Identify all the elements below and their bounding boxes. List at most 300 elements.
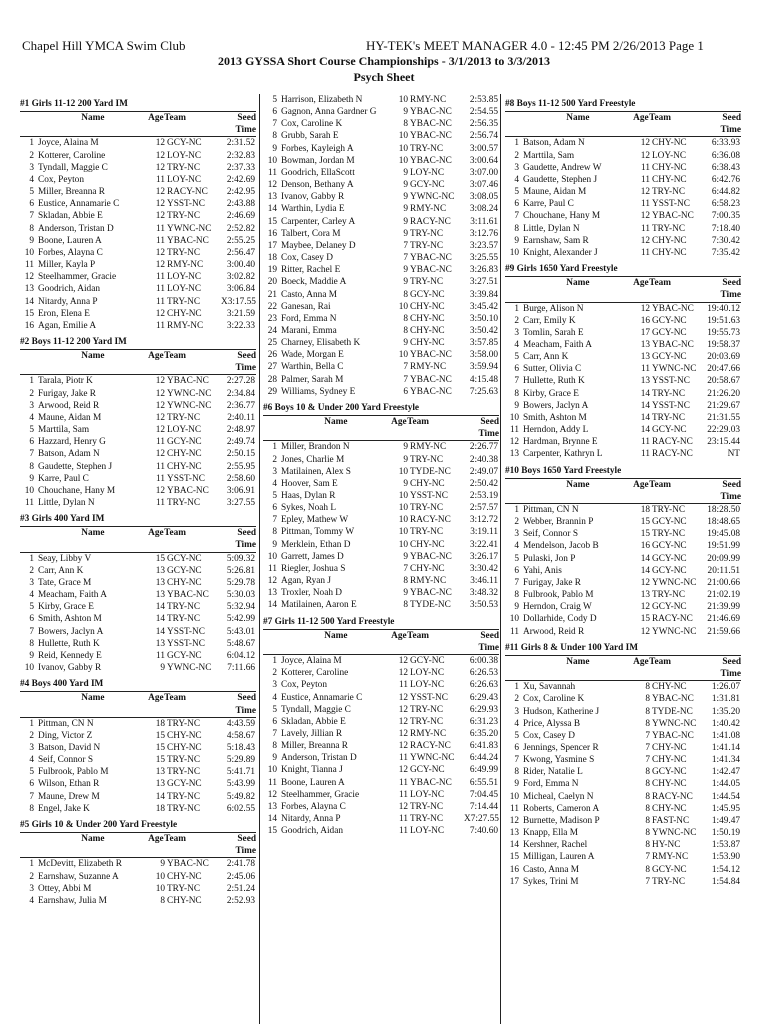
seed-time: 2:56.35 bbox=[469, 119, 498, 130]
table-row bbox=[505, 589, 741, 601]
place: 5 bbox=[514, 187, 519, 198]
table-row bbox=[263, 349, 499, 361]
team: YSST-NC bbox=[410, 491, 448, 501]
swimmer-name: Goodrich, Aidan bbox=[281, 826, 343, 837]
table-row bbox=[505, 730, 741, 742]
place: 9 bbox=[514, 400, 519, 411]
seed-time: 21:00.66 bbox=[707, 577, 740, 588]
swimmer-name: Earnshaw, Julia M bbox=[38, 895, 107, 906]
swimmer-name: Joyce, Alaina M bbox=[38, 138, 99, 149]
seed-time: 3:57.85 bbox=[469, 338, 498, 349]
swimmer-name: Knight, Tianna J bbox=[281, 765, 343, 776]
seed-time: 3:08.24 bbox=[469, 204, 498, 215]
team: YBAC-NC bbox=[410, 107, 452, 118]
age: 11 bbox=[641, 162, 650, 173]
header-name: Name bbox=[81, 528, 105, 539]
swimmer-name: Miller, Brandon N bbox=[281, 442, 350, 453]
age: 8 bbox=[645, 828, 650, 839]
team: YBAC-NC bbox=[410, 131, 452, 142]
age: 11 bbox=[156, 296, 165, 307]
age: 15 bbox=[155, 553, 165, 564]
age: 14 bbox=[640, 412, 650, 423]
team: RACY-NC bbox=[652, 437, 693, 448]
header-seed: Seed Time bbox=[235, 351, 256, 374]
swimmer-name: Pittman, Tommy W bbox=[281, 527, 355, 538]
swimmer-name: Earnshaw, Suzanne A bbox=[38, 871, 119, 882]
team: TRY-NC bbox=[167, 211, 201, 222]
age: 9 bbox=[403, 442, 408, 453]
age: 9 bbox=[403, 454, 408, 465]
age: 10 bbox=[398, 301, 408, 312]
header-team: Team bbox=[164, 528, 186, 539]
table-row bbox=[20, 320, 256, 332]
team: CHY-NC bbox=[410, 338, 445, 349]
team: TRY-NC bbox=[167, 412, 201, 423]
swimmer-name: Cox, Caroline K bbox=[523, 694, 585, 705]
team: LOY-NC bbox=[167, 174, 202, 185]
swimmer-name: Hazzard, Henry G bbox=[38, 437, 106, 448]
seed-time: 7:04.45 bbox=[469, 789, 498, 800]
swimmer-name: Riegler, Joshua S bbox=[281, 563, 346, 574]
team: YBAC-NC bbox=[652, 730, 694, 741]
age: 7 bbox=[645, 730, 650, 741]
seed-time: 1:26.07 bbox=[711, 682, 740, 693]
place: 29 bbox=[267, 386, 277, 397]
seed-time: 6:44.24 bbox=[469, 753, 498, 764]
place: 5 bbox=[29, 187, 34, 198]
swimmer-name: Garrett, James D bbox=[281, 551, 344, 562]
age: 14 bbox=[155, 614, 165, 625]
table-row bbox=[505, 137, 741, 149]
event-title: #2 Boys 11-12 200 Yard IM bbox=[20, 336, 127, 347]
seed-time: 3:59.94 bbox=[469, 362, 498, 373]
table-row bbox=[263, 130, 499, 142]
swimmer-name: Tyndall, Maggie C bbox=[281, 704, 351, 715]
header-team: Team bbox=[164, 834, 186, 845]
age: 10 bbox=[155, 883, 165, 894]
swimmer-name: Milligan, Lauren A bbox=[523, 852, 595, 863]
swimmer-name: Agan, Emilie A bbox=[38, 320, 97, 331]
swimmer-name: Cox, Peyton bbox=[38, 174, 84, 185]
place: 12 bbox=[509, 437, 519, 448]
place: 7 bbox=[514, 211, 519, 222]
place: 11 bbox=[268, 777, 277, 788]
place: 2 bbox=[29, 871, 34, 882]
age: 9 bbox=[403, 192, 408, 203]
place: 2 bbox=[29, 565, 34, 576]
table-header bbox=[505, 478, 741, 504]
table-row bbox=[505, 363, 741, 375]
seed-time: 3:58.00 bbox=[469, 350, 498, 361]
age: 10 bbox=[398, 95, 408, 105]
team: CHY-NC bbox=[652, 162, 687, 173]
header-seed: Seed Time bbox=[235, 693, 256, 716]
place: 10 bbox=[509, 614, 519, 625]
place: 12 bbox=[267, 576, 277, 587]
place: 9 bbox=[272, 539, 277, 550]
swimmer-name: Palmer, Sarah M bbox=[281, 374, 344, 385]
age: 10 bbox=[398, 131, 408, 142]
place: 14 bbox=[24, 296, 34, 307]
header-seed: Seed Time bbox=[235, 528, 256, 551]
place: 4 bbox=[514, 174, 519, 185]
sheet-title: Psych Sheet bbox=[353, 70, 415, 84]
place: 12 bbox=[509, 815, 519, 826]
event-title: #10 Boys 1650 Yard Freestyle bbox=[505, 465, 622, 476]
swimmer-name: Tomlin, Sarah E bbox=[523, 327, 584, 338]
table-row bbox=[505, 778, 741, 790]
swimmer-name: Little, Dylan N bbox=[38, 498, 95, 508]
table-row bbox=[505, 718, 741, 730]
place: 2 bbox=[29, 388, 34, 399]
swimmer-name: Matilainen, Alex S bbox=[281, 466, 351, 477]
team: GCY-NC bbox=[167, 553, 202, 564]
swimmer-name: Sykes, Noah L bbox=[281, 503, 337, 514]
age: 11 bbox=[399, 680, 408, 691]
team: YBAC-NC bbox=[410, 265, 452, 276]
place: 2 bbox=[514, 517, 519, 528]
table-row bbox=[505, 742, 741, 754]
seed-time: 6:38.43 bbox=[711, 162, 740, 173]
table-row bbox=[263, 313, 499, 325]
event-section bbox=[20, 815, 256, 907]
age: 14 bbox=[640, 425, 650, 436]
swimmer-name: Gaudette, Andrew W bbox=[523, 162, 602, 173]
seed-time: 1:54.12 bbox=[711, 864, 740, 875]
seed-time: 19:40.12 bbox=[707, 303, 740, 314]
swimmer-name: Burge, Alison N bbox=[523, 303, 584, 314]
seed-time: 5:48.67 bbox=[226, 638, 255, 649]
table-row bbox=[20, 283, 256, 295]
seed-time: 2:58.60 bbox=[226, 473, 255, 484]
event-title: #6 Boys 10 & Under 200 Yard Freestyle bbox=[263, 402, 420, 413]
place: 6 bbox=[514, 742, 519, 753]
team: TRY-NC bbox=[167, 883, 201, 894]
age: 9 bbox=[403, 338, 408, 349]
team: YSST-NC bbox=[167, 638, 205, 649]
age: 13 bbox=[155, 767, 165, 778]
seed-time: 2:49.74 bbox=[226, 437, 255, 448]
age: 7 bbox=[403, 563, 408, 574]
age: 12 bbox=[155, 138, 165, 149]
team: YSST-NC bbox=[167, 473, 205, 484]
age: 12 bbox=[155, 400, 165, 411]
table-row bbox=[20, 186, 256, 198]
table-row bbox=[20, 754, 256, 766]
swimmer-name: Epley, Mathew W bbox=[281, 515, 349, 526]
seed-time: 6:29.93 bbox=[469, 704, 498, 715]
team: GCY-NC bbox=[410, 656, 445, 667]
age: 11 bbox=[399, 777, 408, 788]
age: 15 bbox=[155, 730, 165, 741]
swimmer-name: Carr, Ann K bbox=[523, 352, 569, 363]
seed-time: 2:43.88 bbox=[226, 199, 255, 210]
header-name: Name bbox=[324, 417, 348, 428]
place: 3 bbox=[514, 529, 519, 540]
table-row bbox=[263, 563, 499, 575]
swimmer-name: Skladan, Abbie E bbox=[281, 716, 346, 727]
seed-time: 3:00.64 bbox=[469, 155, 498, 166]
seed-time: 2:48.97 bbox=[226, 425, 255, 436]
table-row bbox=[20, 210, 256, 222]
age: 9 bbox=[403, 588, 408, 599]
seed-time: 4:58.67 bbox=[226, 730, 255, 741]
place: 1 bbox=[29, 376, 34, 387]
swimmer-name: Ding, Victor Z bbox=[38, 730, 93, 741]
team: LOY-NC bbox=[410, 680, 445, 691]
table-row bbox=[263, 325, 499, 337]
header-seed: Seed Time bbox=[235, 834, 256, 857]
team: YBAC-NC bbox=[410, 350, 452, 361]
table-row bbox=[20, 613, 256, 625]
place: 10 bbox=[509, 412, 519, 423]
team: RMY-NC bbox=[410, 442, 447, 453]
table-row bbox=[263, 94, 499, 106]
table-row bbox=[263, 599, 499, 611]
seed-time: 2:34.84 bbox=[226, 388, 255, 399]
team: YBAC-NC bbox=[410, 386, 452, 397]
table-row bbox=[505, 681, 741, 693]
age: 11 bbox=[156, 284, 165, 295]
place: 13 bbox=[267, 801, 277, 812]
event-section bbox=[263, 612, 499, 838]
table-row bbox=[20, 577, 256, 589]
age: 7 bbox=[645, 876, 650, 887]
team: TRY-NC bbox=[167, 247, 201, 258]
swimmer-name: Williams, Sydney E bbox=[281, 386, 356, 397]
table-row bbox=[20, 436, 256, 448]
place: 6 bbox=[514, 199, 519, 210]
place: 10 bbox=[509, 791, 519, 802]
age: 12 bbox=[398, 765, 408, 776]
header-age: Age bbox=[148, 834, 164, 845]
table-row bbox=[505, 864, 741, 876]
team: YWNC-NC bbox=[167, 400, 212, 411]
age: 8 bbox=[645, 718, 650, 729]
table-row bbox=[505, 162, 741, 174]
swimmer-name: Marttila, Sam bbox=[523, 150, 575, 161]
seed-time: 3:11.61 bbox=[470, 216, 498, 227]
swimmer-name: Sutter, Olivia C bbox=[523, 364, 582, 375]
table-row bbox=[20, 565, 256, 577]
team: GCY-NC bbox=[652, 517, 687, 528]
seed-time: 6:02.55 bbox=[226, 803, 255, 814]
place: 7 bbox=[514, 376, 519, 387]
seed-time: 2:31.52 bbox=[226, 138, 255, 149]
swimmer-name: Warthin, Lydia E bbox=[281, 204, 345, 215]
team: GCY-NC bbox=[410, 289, 445, 300]
place: 9 bbox=[29, 235, 34, 246]
team: CHY-NC bbox=[652, 235, 687, 246]
place: 6 bbox=[29, 614, 34, 625]
swimmer-name: Ritter, Rachel E bbox=[281, 265, 341, 276]
team: YWNC-NC bbox=[652, 718, 697, 729]
swimmer-name: Maybee, Delaney D bbox=[281, 240, 356, 251]
header-seed: Seed Time bbox=[720, 656, 741, 680]
event-section bbox=[20, 674, 256, 815]
table-row bbox=[20, 388, 256, 400]
seed-time: 20:11.51 bbox=[707, 565, 740, 576]
age: 11 bbox=[399, 753, 408, 764]
age: 9 bbox=[403, 478, 408, 489]
place: 5 bbox=[29, 602, 34, 613]
swimmer-name: Charney, Elisabeth K bbox=[281, 338, 361, 349]
seed-time: 5:43.99 bbox=[226, 779, 255, 790]
table-row bbox=[20, 137, 256, 149]
team: GCY-NC bbox=[167, 650, 202, 661]
place: 8 bbox=[272, 131, 277, 142]
table-row bbox=[505, 400, 741, 412]
swimmer-name: Chouchane, Hany M bbox=[38, 485, 116, 496]
place: 2 bbox=[272, 454, 277, 465]
seed-time: 3:08.05 bbox=[469, 192, 498, 203]
team: TRY-NC bbox=[167, 498, 201, 508]
swimmer-name: Miller, Breanna R bbox=[38, 187, 106, 198]
table-header bbox=[505, 655, 741, 681]
swimmer-name: Tate, Grace M bbox=[38, 577, 92, 588]
swimmer-name: Bowers, Jaclyn A bbox=[523, 400, 589, 411]
table-row bbox=[263, 777, 499, 789]
place: 7 bbox=[514, 755, 519, 766]
place: 4 bbox=[29, 174, 34, 185]
team: YBAC-NC bbox=[410, 551, 452, 562]
age: 15 bbox=[640, 614, 650, 625]
table-row bbox=[263, 704, 499, 716]
place: 28 bbox=[267, 374, 277, 385]
age: 8 bbox=[403, 600, 408, 611]
swimmer-name: Eustice, Annamarie C bbox=[38, 199, 120, 210]
seed-time: 3:27.55 bbox=[226, 498, 255, 508]
age: 8 bbox=[645, 791, 650, 802]
team: CHY-NC bbox=[652, 247, 687, 258]
swimmer-name: Arwood, Reid R bbox=[523, 626, 585, 637]
table-row bbox=[20, 424, 256, 436]
place: 5 bbox=[272, 704, 277, 715]
header-place bbox=[263, 630, 281, 654]
column-2 bbox=[263, 94, 499, 837]
team: RACY-NC bbox=[410, 216, 451, 227]
team: CHY-NC bbox=[167, 742, 202, 753]
age: 8 bbox=[645, 682, 650, 693]
age: 9 bbox=[403, 204, 408, 215]
table-row bbox=[505, 223, 741, 235]
team: GCY-NC bbox=[652, 541, 687, 552]
swimmer-name: Miller, Kayla P bbox=[38, 260, 96, 271]
place: 3 bbox=[29, 400, 34, 411]
place: 2 bbox=[514, 694, 519, 705]
place: 5 bbox=[29, 767, 34, 778]
header-name: Name bbox=[81, 693, 105, 704]
swimmer-name: Boeck, Maddie A bbox=[281, 277, 347, 288]
seed-time: 3:30.42 bbox=[469, 563, 498, 574]
place: 10 bbox=[24, 663, 34, 674]
team: YBAC-NC bbox=[652, 211, 694, 222]
header-seed: Seed Time bbox=[720, 479, 741, 502]
place: 1 bbox=[29, 553, 34, 564]
seed-time: 3:12.76 bbox=[469, 228, 498, 239]
team: LOY-NC bbox=[167, 284, 202, 295]
seed-time: 2:46.69 bbox=[226, 211, 255, 222]
place: 8 bbox=[514, 388, 519, 399]
age: 11 bbox=[156, 272, 165, 283]
age: 10 bbox=[398, 539, 408, 550]
team: YWNC-NC bbox=[410, 192, 455, 203]
header-place bbox=[505, 656, 523, 680]
swimmer-name: Hardman, Brynne E bbox=[523, 437, 598, 448]
team: LOY-NC bbox=[167, 272, 202, 283]
event-section bbox=[505, 94, 741, 259]
team: TRY-NC bbox=[652, 505, 686, 515]
table-row bbox=[20, 803, 256, 815]
seed-time: 2:40.11 bbox=[227, 412, 255, 423]
table-row bbox=[263, 514, 499, 526]
place: 2 bbox=[514, 150, 519, 161]
team: YBAC-NC bbox=[652, 303, 694, 314]
header-seed: Seed Time bbox=[235, 113, 256, 136]
place: 4 bbox=[514, 718, 519, 729]
table-row bbox=[505, 791, 741, 803]
swimmer-name: Marttila, Sam bbox=[38, 425, 90, 436]
column-3 bbox=[505, 94, 741, 888]
place: 8 bbox=[29, 223, 34, 234]
seed-time: 1:31.81 bbox=[711, 694, 740, 705]
age: 13 bbox=[155, 565, 165, 576]
place: 3 bbox=[272, 680, 277, 691]
place: 11 bbox=[268, 167, 277, 178]
team: TRY-NC bbox=[167, 767, 201, 778]
team: RACY-NC bbox=[410, 515, 451, 526]
age: 16 bbox=[640, 315, 650, 326]
age: 12 bbox=[640, 235, 650, 246]
team: CHY-NC bbox=[167, 308, 202, 319]
age: 13 bbox=[640, 339, 650, 350]
age: 8 bbox=[403, 576, 408, 587]
table-row bbox=[263, 655, 499, 667]
age: 9 bbox=[160, 663, 165, 674]
swimmer-name: Maune, Drew M bbox=[38, 791, 100, 802]
age: 8 bbox=[403, 119, 408, 130]
table-row bbox=[505, 565, 741, 577]
place: 4 bbox=[272, 692, 277, 703]
team: LOY-NC bbox=[410, 826, 445, 837]
seed-time: 6:26.53 bbox=[469, 668, 498, 679]
seed-time: 21:39.99 bbox=[707, 602, 740, 613]
header-name: Name bbox=[324, 630, 348, 641]
table-row bbox=[20, 247, 256, 259]
table-row bbox=[505, 839, 741, 851]
seed-time: 5:09.32 bbox=[226, 553, 255, 564]
swimmer-name: Bowman, Jordan M bbox=[281, 155, 355, 166]
seed-time: 2:53.85 bbox=[469, 95, 498, 105]
seed-time: 6:04.12 bbox=[226, 650, 255, 661]
age: 12 bbox=[155, 211, 165, 222]
seed-time: 3:26.83 bbox=[469, 265, 498, 276]
team: TRY-NC bbox=[167, 718, 201, 729]
table-row bbox=[263, 252, 499, 264]
header-seed: Seed Time bbox=[478, 630, 499, 653]
table-row bbox=[20, 461, 256, 473]
table-header bbox=[20, 691, 256, 717]
table-row bbox=[505, 235, 741, 247]
table-row bbox=[263, 526, 499, 538]
swimmer-name: Batson, Adam N bbox=[38, 449, 100, 460]
team: CHY-NC bbox=[652, 174, 687, 185]
swimmer-name: Ivanov, Gabby R bbox=[281, 192, 345, 203]
table-row bbox=[20, 778, 256, 790]
age: 12 bbox=[155, 412, 165, 423]
place: 8 bbox=[514, 767, 519, 778]
team: YBAC-NC bbox=[410, 374, 452, 385]
